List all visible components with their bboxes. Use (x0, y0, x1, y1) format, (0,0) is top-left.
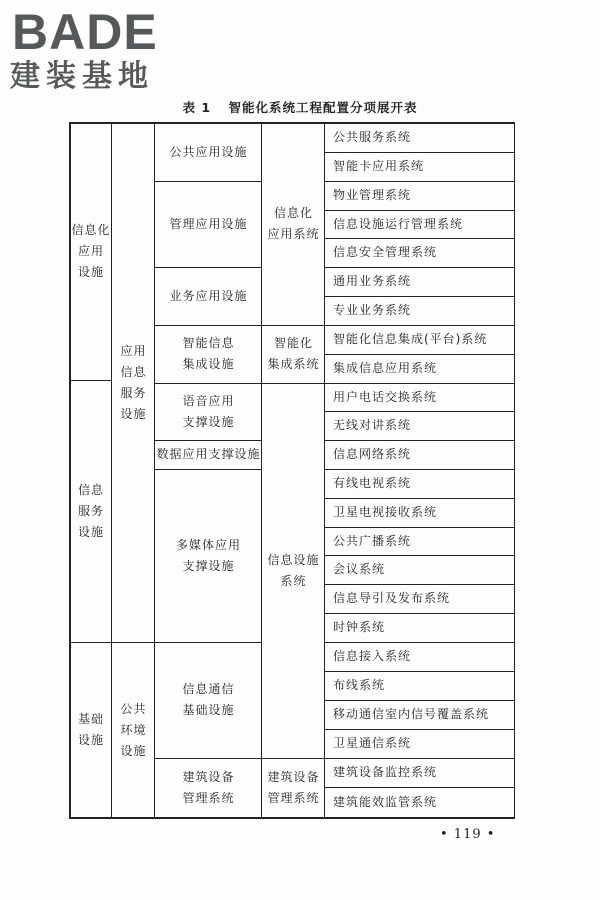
system-row: 信息网络系统 (333, 447, 412, 461)
table-rule (261, 123, 262, 818)
table-rule (155, 758, 262, 759)
table-rule (155, 181, 262, 182)
cell-smart-integ-system: 智能化 集成系统 (267, 336, 320, 371)
table-rule (325, 210, 514, 211)
system-row: 信息安全管理系统 (333, 245, 438, 259)
cell-info-app-system: 信息化 应用系统 (267, 206, 320, 241)
system-row: 卫星电视接收系统 (333, 505, 438, 519)
system-row: 公共服务系统 (333, 130, 412, 144)
cell-data-app-facility: 数据应用支撑设施 (156, 447, 261, 461)
cell-mgmt-app-facility: 管理应用设施 (169, 216, 248, 231)
table-rule (262, 758, 325, 759)
cell-building-equip-system: 建筑设备 管理系统 (267, 770, 320, 805)
table-rule (325, 440, 514, 441)
table-title: 智能化系统工程配置分项展开表 (228, 100, 418, 115)
table-rule (325, 267, 514, 268)
cell-info-comm-facility: 信息通信 基础设施 (182, 682, 235, 717)
table-rule (325, 498, 514, 499)
table-rule (262, 383, 325, 384)
table-rule (155, 267, 262, 268)
cell-biz-app-facility: 业务应用设施 (169, 288, 248, 303)
table-rule (325, 152, 514, 153)
system-row: 建筑能效监管系统 (333, 795, 438, 809)
cell-public-env-facility: 公共 环境 设施 (120, 701, 147, 758)
table-number: 表 1 (182, 100, 212, 115)
system-row: 专业业务系统 (333, 303, 412, 317)
system-row: 物业管理系统 (333, 188, 412, 202)
system-row: 用户电话交换系统 (333, 389, 438, 404)
table-rule (155, 325, 262, 326)
system-row: 信息接入系统 (333, 649, 412, 663)
table-rule (325, 642, 514, 643)
table-rule (325, 469, 514, 470)
table-rule (325, 729, 514, 730)
table-rule (325, 325, 514, 326)
table-rule (325, 181, 514, 182)
cell-info-facility-system: 信息设施 系统 (267, 552, 320, 588)
table-rule (155, 642, 262, 643)
table-rule (325, 411, 514, 412)
table-rule (70, 642, 112, 643)
system-row: 卫星通信系统 (333, 736, 412, 750)
system-row: 会议系统 (333, 562, 386, 576)
system-row: 智能化信息集成(平台)系统 (333, 332, 488, 346)
system-row: 布线系统 (333, 678, 386, 692)
system-row: 智能卡应用系统 (333, 159, 425, 173)
table-rule (111, 123, 112, 818)
cell-building-equip-facility: 建筑设备 管理系统 (182, 770, 235, 805)
table-rule (155, 383, 262, 384)
system-row: 通用业务系统 (333, 274, 412, 288)
logo-wordmark: BADE (12, 4, 158, 60)
table-rule (112, 642, 155, 643)
table-rule (325, 613, 514, 614)
system-row: 集成信息应用系统 (333, 361, 438, 375)
table-rule (514, 122, 516, 819)
table-rule (69, 122, 71, 819)
cell-info-service-facility: 信息 服务 设施 (77, 482, 104, 539)
table-rule (325, 238, 514, 239)
system-row: 有线电视系统 (333, 476, 412, 490)
table-rule (325, 758, 514, 759)
table-rule (325, 354, 514, 355)
table-rule (325, 527, 514, 528)
table-rule (325, 584, 514, 585)
page-number: • 119 • (440, 827, 496, 842)
table-rule (154, 123, 155, 818)
cell-app-info-service-facility: 应用 信息 服务 设施 (120, 343, 147, 421)
cell-info-app-facility: 信息化 应用 设施 (71, 223, 111, 279)
system-row: 建筑设备监控系统 (333, 765, 438, 779)
system-row: 公共广播系统 (333, 533, 412, 548)
cell-smart-info-integ-facility: 智能信息 集成设施 (182, 336, 235, 371)
table-rule (262, 325, 325, 326)
table-rule (325, 671, 514, 672)
cell-basic-facility: 基础 设施 (77, 712, 104, 747)
table-rule (69, 817, 515, 819)
system-row: 信息导引及发布系统 (333, 591, 451, 605)
system-row: 移动通信室内信号覆盖系统 (333, 707, 490, 721)
table-rule (155, 440, 262, 441)
table-rule (70, 380, 112, 381)
table-rule (324, 123, 325, 818)
table-rule (325, 383, 514, 384)
table-rule (325, 555, 514, 556)
table-rule (325, 296, 514, 297)
system-row: 信息设施运行管理系统 (333, 216, 464, 231)
table-rule (325, 787, 514, 788)
table-rule (69, 122, 515, 124)
cell-multimedia-facility: 多媒体应用 支撑设施 (175, 537, 241, 573)
cell-public-app-facility: 公共应用设施 (169, 144, 248, 159)
cell-voice-app-facility: 语音应用 支撑设施 (182, 393, 235, 429)
table-rule (155, 469, 262, 470)
system-row: 时钟系统 (333, 620, 386, 634)
logo-subtitle: 建装基地 (10, 59, 154, 94)
system-row: 无线对讲系统 (333, 418, 412, 432)
table-rule (325, 700, 514, 701)
